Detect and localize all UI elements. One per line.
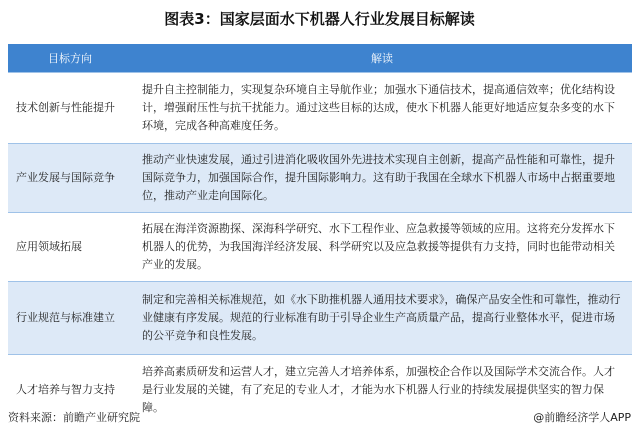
row-dimension: 人才培养与智力支持 (8, 355, 132, 426)
row-description: 制定和完善相关标准规范，如《水下助推机器人通用技术要求》，确保产品安全性和可靠性，推动行业健康有序发展。规范的行业标准有助于引导企业生产高质量产品，提高行业整体水平，促进市场的公平竞争和良性发展。 (132, 282, 632, 355)
table-row (8, 73, 632, 144)
table-header-row (8, 44, 632, 73)
source-note: 资料来源：前瞻产业研究院 (8, 411, 140, 424)
row-dimension: 产业发展与国际竞争 (8, 144, 132, 213)
row-dimension: 应用领域拓展 (8, 213, 132, 282)
row-description: 培养高素质研发和运营人才，建立完善人才培养体系，加强校企合作以及国际学术交流合作。人才是行业发展的关键，有了充足的专业人才，才能为水下机器人行业的持续发展提供坚实的智力保障。 (132, 355, 632, 426)
row-dimension: 行业规范与标准建立 (8, 282, 132, 355)
header-interpretation: 解读 (132, 44, 632, 73)
chart-title: 图表3：国家层面水下机器人行业发展目标解读 (164, 10, 475, 28)
table-row (8, 282, 632, 355)
row-description: 拓展在海洋资源勘探、深海科学研究、水下工程作业、应急救援等领域的应用。这将充分发挥水下机器人的优势，为我国海洋经济发展、科学研究以及应急救援等提供有力支持，同时也能带动相关产业的发展。 (132, 213, 632, 282)
table-row (8, 213, 632, 282)
goals-table (8, 44, 632, 425)
header-dimension: 目标方向 (8, 44, 132, 73)
row-dimension: 技术创新与性能提升 (8, 73, 132, 144)
brand-credit: @前瞻经济学人APP (533, 411, 631, 424)
footer (8, 408, 631, 428)
row-description: 提升自主控制能力，实现复杂环境自主导航作业；加强水下通信技术，提高通信效率；优化结构设计，增强耐压性与抗干扰能力。通过这些目标的达成，使水下机器人能更好地适应复杂多变的水下环境，完成各种高难度任务。 (132, 73, 632, 144)
row-description: 推动产业快速发展，通过引进消化吸收国外先进技术实现自主创新，提高产品性能和可靠性，提升国际竞争力，加强国际合作，提升国际影响力。这有助于我国在全球水下机器人市场中占据重要地位，推动产业走向国际化。 (132, 144, 632, 213)
table-row (8, 144, 632, 213)
